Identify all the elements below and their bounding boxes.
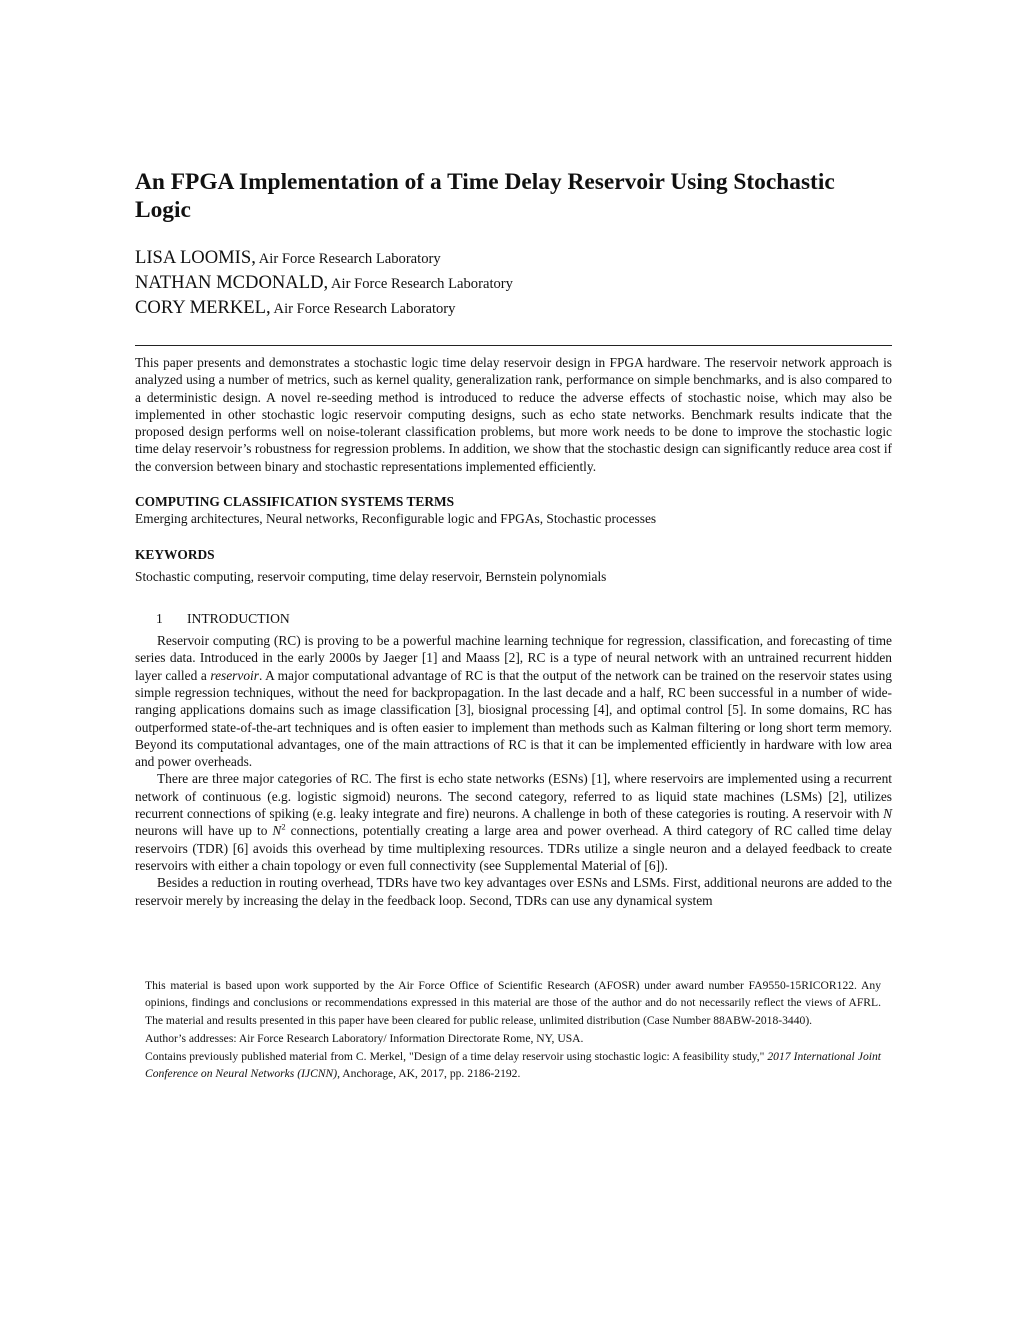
author-separator: , [323, 272, 329, 293]
author-entry [135, 296, 892, 321]
funding-note: This material is based upon work supported by the Air Force Office of Scientific Research (AFOSR) under award number FA9550-15RICOR122. Any opinions, findings and conclusions or recommendations expressed in this material are those of the author and do not necessarily reflect the views of AFRL. The material and results presented in this paper have been cleared for public release, unlimited distribution (Case Number 88ABW-2018-3440). [145, 979, 881, 1027]
author-addresses: Author’s addresses: Air Force Research Laboratory/ Information Directorate Rome, NY, USA. [145, 1031, 584, 1045]
paper-title: An FPGA Implementation of a Time Delay Reservoir Using Stochastic Logic [135, 169, 835, 223]
abstract: This paper presents and demonstrates a stochastic logic time delay reservoir design in FPGA hardware. The reservoir network approach is analyzed using a number of metrics, such as kernel quality, generalization rank, performance on simple benchmarks, and is also compared to a deterministic design. A novel re-seeding method is introduced to reduce the adverse effects of stochastic noise, which may also be implemented in other stochastic logic reservoir computing designs, such as echo state networks. Benchmark results indicate that the proposed design performs well on noise-tolerant classification problems, but more work needs to be done to improve the stochastic logic time delay reservoir’s robustness for regression problems. In addition, we show that the stochastic design can significantly reduce area cost if the conversion between binary and stochastic representations implemented efficiently. [135, 355, 892, 474]
math-superscript: 2 [281, 821, 286, 832]
math-variable: N [272, 823, 282, 839]
author-entry [135, 271, 892, 296]
author-list [135, 246, 892, 321]
author-separator: , [266, 297, 271, 318]
introduction-body [135, 632, 892, 909]
ccs-heading: COMPUTING CLASSIFICATION SYSTEMS TERMS [135, 494, 455, 510]
author-entry [135, 246, 892, 271]
venue-name: 2017 International Joint Conference on Neural Networks (IJCNN) [145, 1050, 881, 1081]
section-heading-introduction [135, 610, 892, 628]
author-name: LISA LOOMIS [135, 247, 252, 268]
section-title: INTRODUCTION [187, 611, 290, 627]
emphasis: reservoir [210, 667, 259, 683]
body-paragraph: Reservoir computing (RC) is proving to be a powerful machine learning technique for regression, classification, and forecasting of time series data. Introduced in the early 2000s by Jaeger [1] and Maass [2], RC is a type of neural network with an untrained recurrent hidden layer called a reservoir. A major computational advantage of RC is that the output of the network can be trained on the reservoir states using simple regression techniques, without the need for backpropagation. In the last decade and a half, RC been successful in a number of wide-ranging applications domains such as image classification [3], biosignal processing [4], and optimal control [5]. In some domains, RC has outperformed state-of-the-art techniques and is often easier to implement than methods such as Kalman filtering or long short term memory. Beyond its computational advantages, one of the main attractions of RC is that it can be implemented efficiently in hardware with low area and power overheads. [135, 633, 892, 770]
section-number: 1 [156, 611, 163, 627]
author-name: NATHAN MCDONALD [135, 272, 324, 293]
body-paragraph: Besides a reduction in routing overhead, TDRs have two key advantages over ESNs and LSMs. First, additional neurons are added to the reservoir merely by increasing the delay in the feedback loop. Second, TDRs can use any dynamical system [135, 875, 892, 908]
math-variable: N [883, 806, 892, 822]
author-affiliation: Air Force Research Laboratory [273, 301, 456, 317]
keywords-list: Stochastic computing, reservoir computing, time delay reservoir, Bernstein polynomials [135, 569, 607, 585]
paper-page [135, 168, 892, 909]
body-paragraph: There are three major categories of RC. The first is echo state networks (ESNs) [1], where reservoirs are implemented using a recurrent network of continuous (e.g. logistic sigmoid) neurons. The second category, referred to as liquid state machines (LSMs) [2], utilizes recurrent connections of spiking (e.g. leaky integrate and fire) neurons. A challenge in both of these categories is routing. A reservoir with N neurons will have up to $N^2$ connections, potentially creating a large area and power overhead. A third category of RC called time delay reservoirs (TDR) [6] avoids this overhead by time multiplexing resources. TDRs utilize a single neuron and a delayed feedback to create reservoirs with either a chain topology or even full connectivity (see Supplemental Material of [6]). [135, 771, 892, 873]
author-name: CORY MERKEL [135, 297, 267, 318]
abstract-divider [135, 345, 892, 346]
prior-publication-note: Contains previously published material from C. Merkel, "Design of a time delay reservoir using stochastic logic: A feasibility study," 2017 International Joint Conference on Neural Networks (IJCNN), Anchorage, AK, 2017, pp. 2186-2192. [145, 1050, 881, 1081]
author-separator: , [251, 247, 256, 268]
ccs-terms: Emerging architectures, Neural networks, Reconfigurable logic and FPGAs, Stochastic processes [135, 511, 657, 527]
author-affiliation: Air Force Research Laboratory [331, 276, 513, 292]
footnote [145, 977, 881, 1083]
author-affiliation: Air Force Research Laboratory [258, 251, 441, 267]
keywords-heading: KEYWORDS [135, 547, 215, 563]
